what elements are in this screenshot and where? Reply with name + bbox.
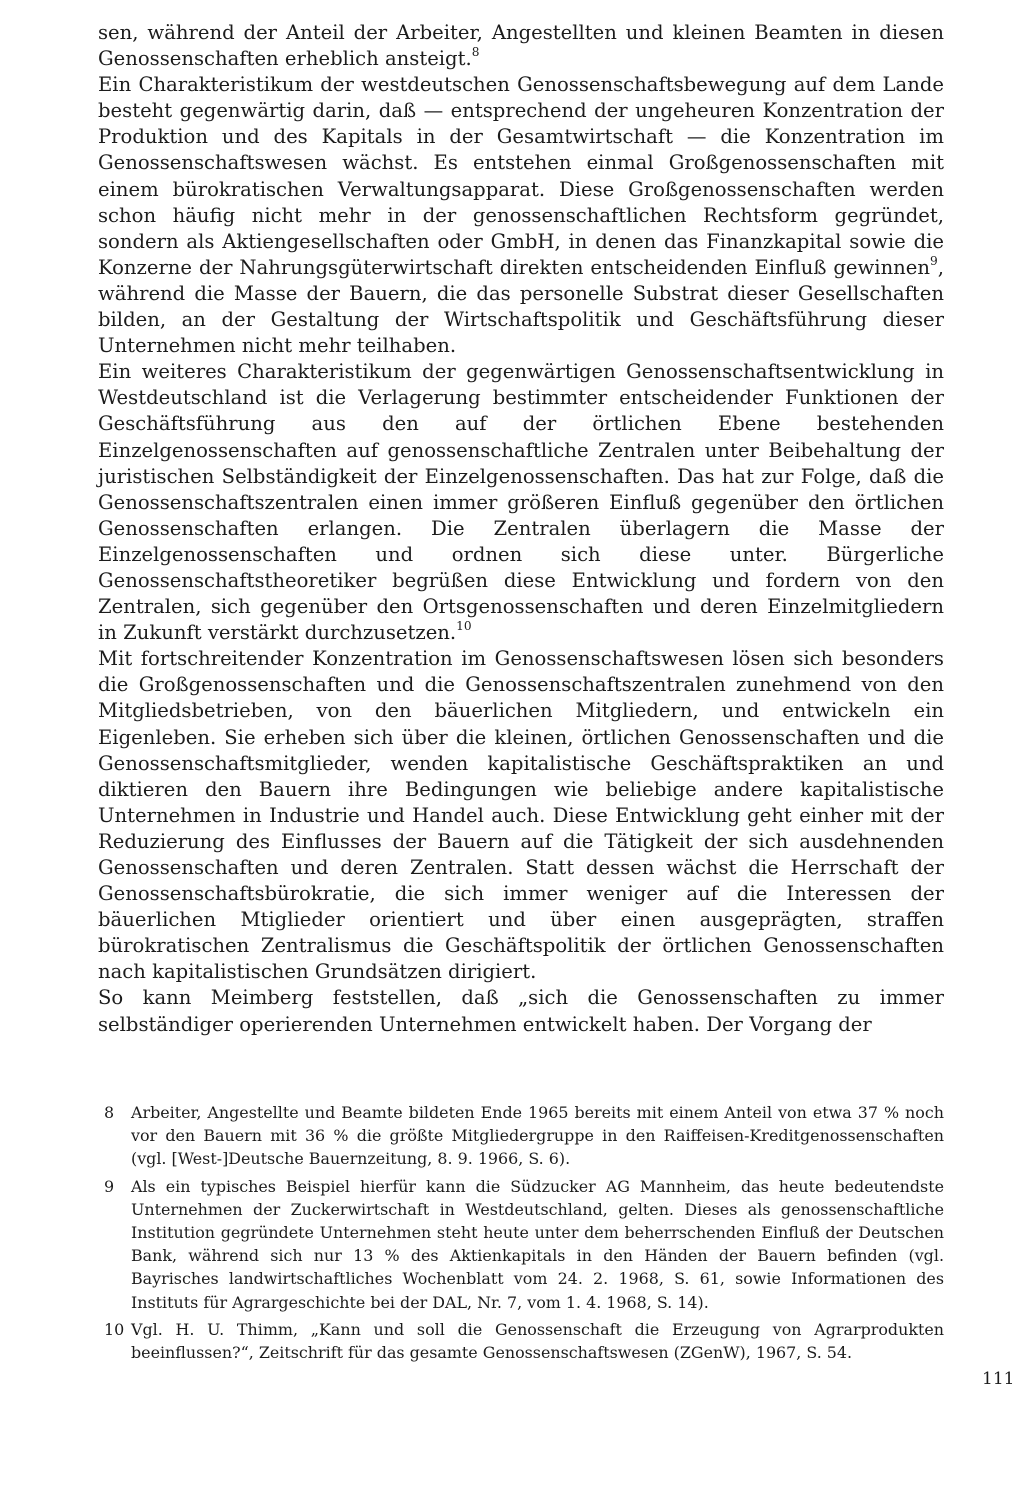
footnote-10 [98,1318,944,1364]
footnote-number: 9 [104,1176,115,1196]
footnote-ref-9: 9 [930,253,938,268]
footnote-text: Arbeiter, Angestellte und Beamte bildeten Ende 1965 bereits mit einem Anteil von etwa 37 % noch vor den Bauern mit 36 % die größte Mitgliedergruppe in den Raiffeisen-Kreditgenossenschaften (vgl. [West-]Deutsche Bauernzeitung, 8. 9. 1966, S. 6). [131,1103,944,1169]
paragraph-1: sen, während der Anteil der Arbeiter, Angestellten und kleinen Beamten in diesen Genossenschaften erheblich ansteigt.$^8$ [98,21,944,71]
paragraph-5: So kann Meimberg feststellen, daß „sich die Genossenschaften zu immer selbständiger operierenden Unternehmen entwickelt haben. Der Vorgang der [98,986,944,1036]
footnote-number: 10 [104,1319,125,1339]
footnotes [98,1101,944,1368]
footnote-text: Als ein typisches Beispiel hierfür kann die Südzucker AG Mannheim, das heute bedeutendste Unternehmen der Zuckerwirtschaft in Westdeutschland, gelten. Dieses als genossenschaftliche Institution gegründete Unternehmen steht heute unter dem beherrschenden Einfluß der Deutschen Bank, während sich nur 13 % des Aktienkapitals in den Händen der Bauern befinden (vgl. Bayrisches landwirtschaftliches Wochenblatt vom 24. 2. 1968, S. 61, sowie Informationen des Instituts für Agrargeschichte bei der DAL, Nr. 7, vom 1. 4. 1968, S. 14). [131,1176,944,1312]
footnote-9 [98,1175,944,1314]
footnote-ref-8: 8 [471,44,480,59]
footnote-text: Vgl. H. U. Thimm, „Kann und soll die Genossenschaft die Erzeugung von Agrarprodukten beeinflussen?“, Zeitschrift für das gesamte Genossenschaftswesen (ZGenW), 1967, S. 54. [131,1319,944,1363]
footnote-number: 8 [104,1103,115,1122]
page-number: 111 [982,1369,1015,1389]
body-text [98,20,944,1038]
paragraph-4: Mit fortschreitender Konzentration im Genossenschaftswesen lösen sich besonders die Großgenossenschaften und die Genossenschaftszentralen zunehmend von den Mitgliedsbetrieben, von den bäuerlichen Mitgliedern, und entwickeln ein Eigenleben. Sie erheben sich über die kleinen, örtlichen Genossenschaften und die Genossenschaftsmitglieder, wenden kapitalistische Geschäftspraktiken an und diktieren den Bauern ihre Bedingungen wie beliebige andere kapitalistische Unternehmen in Industrie und Handel auch. Diese Entwicklung geht einher mit der Reduzierung des Einflusses der Bauern auf die Tätigkeit der sich ausdehnenden Genossenschaften und deren Zentralen. Statt dessen wächst die Herrschaft der Genossenschaftsbürokratie, die sich immer weniger auf die Interessen der bäuerlichen Mtiglieder orientiert und über einen ausgeprägten, straffen bürokratischen Zentralismus die Geschäftspolitik der örtlichen Genossenschaften nach kapitalistischen Grundsätzen dirigiert. [98,647,944,984]
footnote-8 [98,1101,944,1171]
paragraph-2: Ein Charakteristikum der westdeutschen Genossenschaftsbewegung auf dem Lande besteht gegenwärtig darin, daß — entsprechend der ungeheuren Konzentration der Produktion und des Kapitals in der Gesamtwirtschaft — die Konzentration im Genossenschaftswesen wächst. Es entstehen einmal Großgenossenschaften mit einem bürokratischen Verwaltungsapparat. Diese Großgenossenschaften werden schon häufig nicht mehr in der genossenschaftlichen Rechtsform gegründet, sondern als Aktiengesellschaften oder GmbH, in denen das Finanzkapital sowie die Konzerne der Nahrungsgüterwirtschaft direkten entscheidenden Einfluß gewinnen$^9$, während die Masse der Bauern, die das personelle Substrat dieser Gesellschaften bilden, an der Gestaltung der Wirtschaftspolitik und Geschäftsführung dieser Unternehmen nicht mehr teilhaben. [98,73,944,358]
footnote-ref-10: 10 [456,618,472,633]
paragraph-3: Ein weiteres Charakteristikum der gegenwärtigen Genossenschaftsentwicklung in Westdeutschland ist die Verlagerung bestimmter entscheidender Funktionen der Geschäftsführung aus den auf der örtlichen Ebene bestehenden Einzelgenossenschaften auf genossenschaftliche Zentralen unter Beibehaltung der juristischen Selbständigkeit der Einzelgenossenschaften. Das hat zur Folge, daß die Genossenschaftszentralen einen immer größeren Einfluß gegenüber den örtlichen Genossenschaften erlangen. Die Zentralen überlagern die Masse der Einzelgenossenschaften und ordnen sich diese unter. Bürgerliche Genossenschaftstheoretiker begrüßen diese Entwicklung und fordern von den Zentralen, sich gegenüber den Ortsgenossenschaften und deren Einzelmitgliedern in Zukunft verstärkt durchzusetzen.$^{10}$ [98,360,944,645]
